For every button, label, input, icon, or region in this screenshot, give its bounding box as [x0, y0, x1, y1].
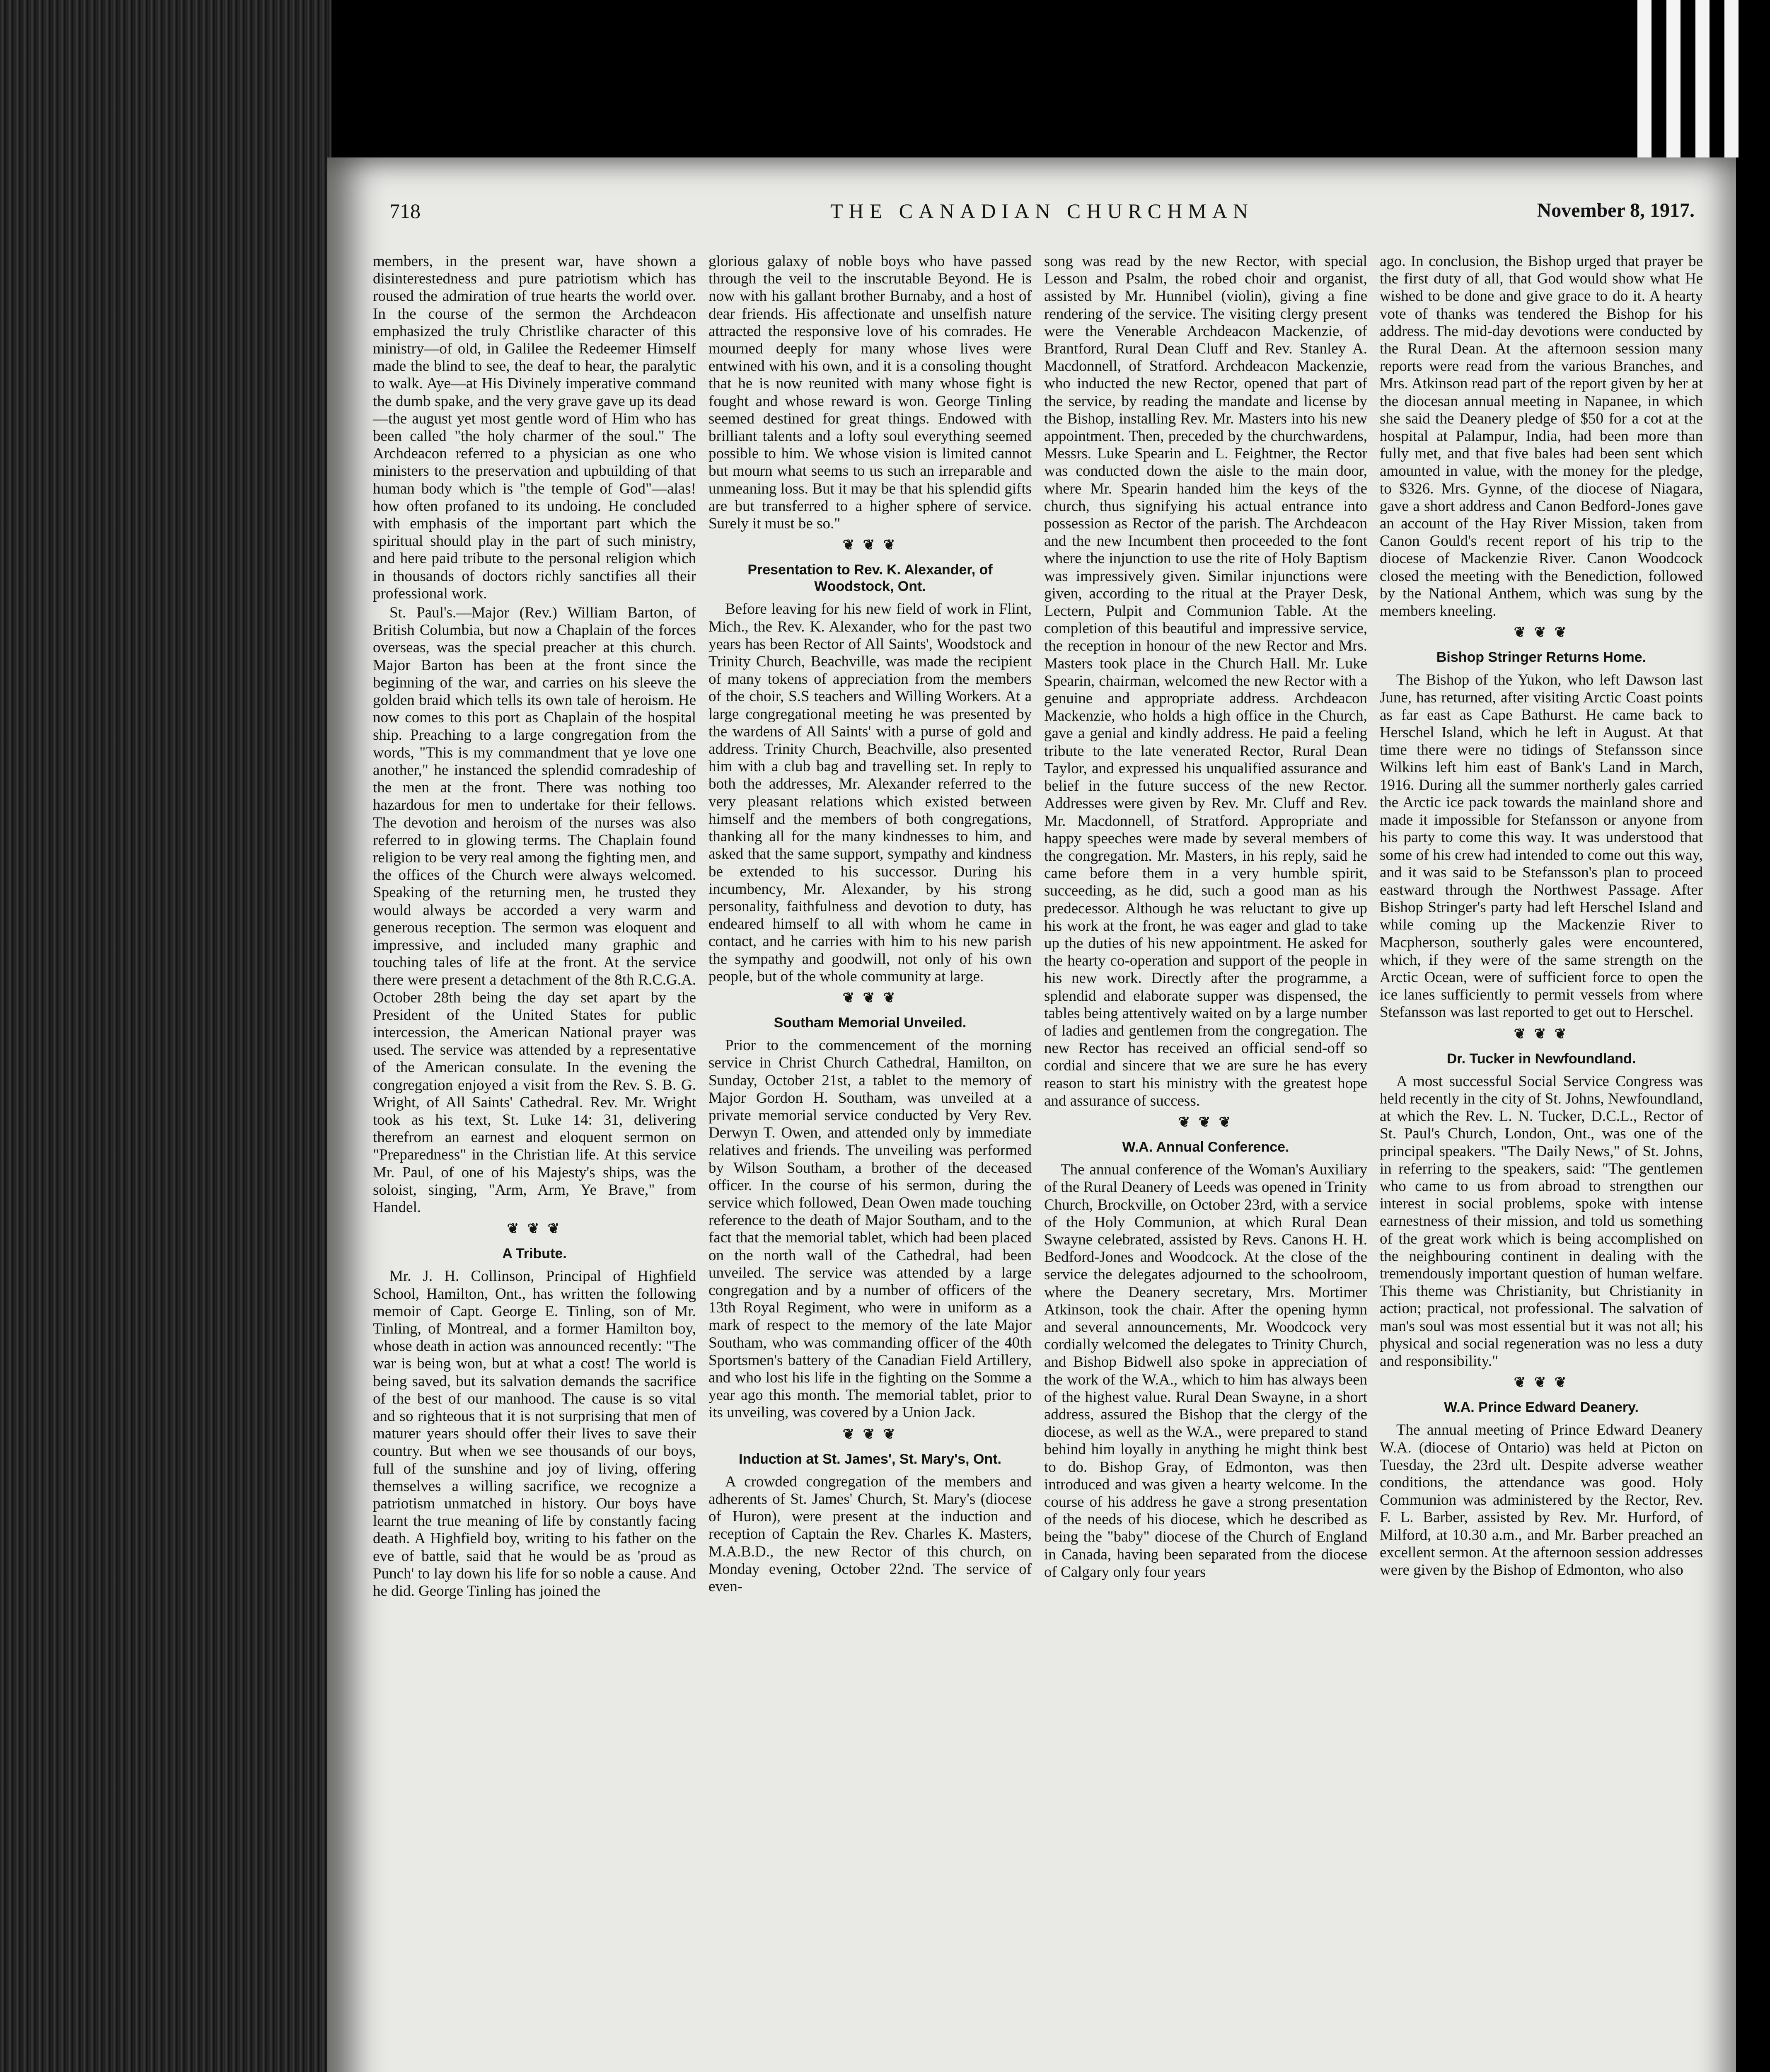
paragraph: The annual meeting of Prince Edward Deanery W.A. (diocese of Ontario) was held at Picton on Tuesday, the 23rd ult. Despite adverse weather conditions, the attendance was good. Holy Communion was administered by the Rector, Rev. F. L. Barber, assisted by Rev. Mr. Hurford, of Milford, at 10.30 a.m., and Mr. Barber preached an excellent sermon. At the afternoon session addresses were given by the Bishop of Edmonton, who also	[1380, 1421, 1703, 1579]
newspaper-page	[327, 157, 1736, 2072]
article-heading: Induction at St. James', St. Mary's, Ont.	[739, 1451, 1001, 1467]
paragraph: song was read by the new Rector, with special Lesson and Psalm, the robed choir and organist, assisted by Mr. Hunnibel (violin), giving a fine rendering of the service. The visiting clergy present were the Venerable Archdeacon Mackenzie, of Brantford, Rural Dean Cluff and Rev. Stanley A. Macdonnell, of Stratford. Archdeacon Mackenzie, who inducted the new Rector, opened that part of the service, by reading the mandate and license by the Bishop, installing Rev. Mr. Masters into his new appointment. Then, preceded by the churchwardens, Messrs. Luke Spearin and L. Feightner, the Rector was conducted down the aisle to the main door, where Mr. Spearin handed him the keys of the church, thus signifying his actual entrance into possession as Rector of the parish. The Archdeacon and the new Incumbent then proceeded to the font where the injunction to use the rite of Holy Baptism was impressively given. Similar injunctions were given, according to the ritual at the Prayer Desk, Lectern, Pulpit and Communion Table. At the completion of this beautiful and impressive service, the reception in honour of the new Rector and Mrs. Masters took place in the Church Hall. Mr. Luke Spearin, chairman, welcomed the new Rector with a genuine and appropriate address. Archdeacon Mackenzie, who holds a high office in the Church, gave a genial and kindly address. He paid a feeling tribute to the late venerated Rector, Rural Dean Taylor, and expressed his unqualified assurance and belief in the future success of the new Rector. Addresses were given by Rev. Mr. Cluff and Rev. Mr. Macdonnell, of Stratford. Appropriate and happy speeches were made by several members of the congregation. Mr. Masters, in his reply, said he came before them in a very humble spirit, succeeding, as he did, such a good man as his predecessor. Although he was reluctant to give up his work at the front, he was eager and glad to take up the duties of his new appointment. He asked for the hearty co-operation and support of the people in his new work. Directly after the programme, a splendid and elaborate supper was dispensed, the tables being attentively waited on by a large number of ladies and gentlemen from the congregation. The new Rector has received an official send-off so cordial and sincere that we are sure he has every reason to start his ministry with the greatest hope and assurance of success.	[1044, 253, 1367, 1109]
paragraph: members, in the present war, have shown a disinterestedness and pure patriotism which has roused the admiration of true hearts the world over. In the course of the sermon the Archdeacon emphasized the truly Christlike character of this ministry—of old, in Galilee the Redeemer Himself made the blind to see, the deaf to hear, the paralytic to walk. Aye—at His Divinely imperative command the dumb spake, and the very grave gave up its dead—the august yet most gentle word of Him who has been called "the holy charmer of the soul." The Archdeacon referred to a physician as one who ministers to the preservation and upbuilding of that human body which is "the temple of God"—alas! how often profaned to its undoing. He concluded with emphasis of the important part which the spiritual should play in the part of such ministry, and here paid tribute to the personal religion which in thousands of doctors richly sanctifies all their professional work.	[373, 253, 696, 602]
book-page-edges	[0, 0, 331, 2072]
paragraph: The annual conference of the Woman's Auxiliary of the Rural Deanery of Leeds was opened in Trinity Church, Brockville, on October 23rd, with a service of the Holy Communion, at which Rural Dean Swayne celebrated, assisted by Revs. Canons H. H. Bedford-Jones and Woodcock. At the close of the service the delegates adjourned to the schoolroom, where the Deanery secretary, Mrs. Mortimer Atkinson, took the chair. After the opening hymn and several announcements, Mr. Woodcock very cordially welcomed the delegates to Trinity Church, and Bishop Bidwell also spoke in appreciation of the work of the W.A., which to him has always been of the highest value. Rural Dean Swayne, in a short address, assured the Bishop that the clergy of the diocese, as well as the W.A., were prepared to stand behind him loyally in anything he might think best to do. Bishop Gray, of Edmonton, was then introduced and was given a hearty welcome. In the course of his address he gave a strong presentation of the needs of his diocese, which he described as being the "baby" diocese of the Church of England in Canada, having been separated from the diocese of Calgary only four years	[1044, 1161, 1367, 1581]
section-ornament: ❦ ❦ ❦	[842, 1426, 898, 1442]
paragraph: The Bishop of the Yukon, who left Dawson last June, has returned, after visiting Arctic Coast points as far east as Cape Bathurst. He came back to Herschel Island, which he left in August. At that time there were no tidings of Stefansson since Wilkins left him east of Bank's Land in March, 1916. During all the summer northerly gales carried the Arctic ice pack towards the mainland shore and made it impossible for Stefansson or anyone from his party to come this way. It was understood that some of his crew had intended to come out this way, and it was said to be Stefansson's plan to proceed eastward through the Northwest Passage. After Bishop Stringer's party had left Herschel Island and while coming up the Mackenzie River to Macpherson, southerly gales were encountered, which, if they were of the same strength on the Arctic Ocean, were of sufficient force to open the ice lanes sufficiently to permit vessels from where Stefansson was last reported to get out to Herschel.	[1380, 671, 1703, 1021]
paragraph: Prior to the commencement of the morning service in Christ Church Cathedral, Hamilton, on Sunday, October 21st, a tablet to the memory of Major Gordon H. Southam, was unveiled at a private memorial service conducted by Very Rev. Derwyn T. Owen, and attended only by immediate relatives and friends. The unveiling was performed by Wilson Southam, a brother of the deceased officer. In the course of his sermon, during the service which followed, Dean Owen made touching reference to the death of Major Southam, and to the fact that the memorial tablet, which had been placed on the north wall of the Cathedral, had been unveiled. The service was attended by a large congregation and by a number of officers of the 13th Royal Regiment, who were in uniform as a mark of respect to the memory of the late Major Southam, who was commanding officer of the 40th Sportsmen's battery of the Canadian Field Artillery, and who lost his life in the fighting on the Somme a year ago this month. The memorial tablet, prior to its unveiling, was covered by a Union Jack.	[708, 1037, 1032, 1421]
column-1	[373, 253, 696, 1602]
film-edge-marks-top	[1637, 0, 1753, 157]
article-heading: A Tribute.	[502, 1246, 567, 1262]
paragraph: glorious galaxy of noble boys who have passed through the veil to the inscrutable Beyond. He is now with his gallant brother Burnaby, and a host of dear friends. His affectionate and unselfish nature attracted the responsive love of his comrades. He mourned deeply for many whose lives were entwined with his own, and it is a consoling thought that he is now reunited with many whose fight is fought and whose reward is won. George Tinling seemed destined for great things. Endowed with brilliant talents and a lofty soul everything seemed possible to him. We whose vision is limited cannot but mourn what seems to us such an irreparable and unmeaning loss. But it may be that his splendid gifts are but transferred to a higher sphere of service. Surely it must be so."	[708, 253, 1032, 533]
masthead: THE CANADIAN CHURCHMAN	[830, 199, 1254, 223]
paragraph: A crowded congregation of the members and adherents of St. James' Church, St. Mary's (diocese of Huron), were present at the induction and reception of Captain the Rev. Charles K. Masters, M.A.B.D., the new Rector of this church, on Monday evening, October 22nd. The service of even-	[708, 1473, 1032, 1595]
column-4	[1380, 253, 1703, 1581]
article-heading: Bishop Stringer Returns Home.	[1436, 649, 1647, 666]
page-number: 718	[389, 199, 421, 223]
article-heading: Presentation to Rev. K. Alexander, of Woodstock, Ont.	[747, 562, 993, 595]
column-3	[1044, 253, 1367, 1583]
column-2	[708, 253, 1032, 1597]
paragraph: Mr. J. H. Collinson, Principal of Highfield School, Hamilton, Ont., has written the following memoir of Capt. George E. Tinling, son of Mr. Tinling, of Montreal, and a former Hamilton boy, whose death in action was announced recently: "The war is being won, but at what a cost! The world is being saved, but its salvation demands the sacrifice of the best of our manhood. The cause is so vital and so righteous that it is not surprising that men of maturer years should offer their lives to save their country. But when we see thousands of our boys, full of the sunshine and joy of living, offering themselves a willing sacrifice, we recognize a patriotism unmatched in history. Our boys have learnt the true meaning of life by constantly facing death. A Highfield boy, writing to his father on the eve of battle, said that he would be as 'proud as Punch' to lay down his life for so noble a cause. And he did. George Tinling has joined the	[373, 1268, 696, 1600]
section-ornament: ❦ ❦ ❦	[1514, 1026, 1569, 1042]
section-ornament: ❦ ❦ ❦	[1178, 1114, 1233, 1130]
paragraph: A most successful Social Service Congress was held recently in the city of St. Johns, Newfoundland, at which the Rev. L. N. Tucker, D.C.L., Rector of St. Paul's Church, London, Ont., was one of the principal speakers. "The Daily News," of St. Johns, in referring to the speakers, said: "The gentlemen who came to us from abroad to strengthen our interest in social problems, spoke with intense earnestness of their mission, and told us something of the great work which is being accomplished on the neighbouring continent in dealing with the tremendously important question of human welfare. This theme was Christianity, but Christianity in action; practical, not professional. The salvation of man's soul was most essential but it was not all; his physical and social regeneration was no less a duty and responsibility."	[1380, 1072, 1703, 1370]
paragraph: ago. In conclusion, the Bishop urged that prayer be the first duty of all, that God would show what He wished to be done and give grace to do it. A hearty vote of thanks was tendered the Bishop for his address. The mid-day devotions were conducted by the Rural Dean. At the afternoon session many reports were read from the various Branches, and Mrs. Atkinson read part of the report given by her at the diocesan annual meeting in Napanee, in which she said the Deanery pledge of $50 for a cot at the hospital at Palampur, India, had been more than fully met, and that five bales had been sent which amounted in value, with the money for the pledge, to $326. Mrs. Gynne, of the diocese of Niagara, gave a short address and Canon Bedford-Jones gave an account of the Hay River Mission, taken from Canon Gould's recent report of his trip to the diocese of Mackenzie River. Canon Woodcock closed the meeting with the Benediction, followed by the National Anthem, which was sung by the members kneeling.	[1380, 253, 1703, 620]
article-heading: Dr. Tucker in Newfoundland.	[1446, 1051, 1636, 1067]
section-ornament: ❦ ❦ ❦	[507, 1221, 562, 1237]
page-header	[389, 199, 1695, 236]
section-ornament: ❦ ❦ ❦	[842, 537, 898, 553]
article-heading: Southam Memorial Unveiled.	[774, 1015, 967, 1031]
section-ornament: ❦ ❦ ❦	[1514, 1375, 1569, 1391]
article-heading: W.A. Annual Conference.	[1122, 1139, 1289, 1155]
issue-date: November 8, 1917.	[1537, 199, 1695, 221]
article-heading: W.A. Prince Edward Deanery.	[1444, 1399, 1639, 1416]
section-ornament: ❦ ❦ ❦	[842, 990, 898, 1006]
section-ornament: ❦ ❦ ❦	[1514, 625, 1569, 641]
paragraph: St. Paul's.—Major (Rev.) William Barton, of British Columbia, but now a Chaplain of the forces overseas, was the special preacher at this church. Major Barton has been at the front since the beginning of the war, and carries on his sleeve the golden braid which tells its own tale of heroism. He now comes to this port as Chaplain of the hospital ship. Preaching to a large congregation from the words, "This is my commandment that ye love one another," he instanced the splendid comradeship of the men at the front. There was nothing too hazardous for men to undertake for their fellows. The devotion and heroism of the nurses was also referred to in glowing terms. The Chaplain found religion to be very real among the fighting men, and the offices of the Church were always welcomed. Speaking of the returning men, he trusted they would always be accorded a very warm and generous reception. The sermon was eloquent and impressive, and included many graphic and touching tales of life at the front. At the service there were present a detachment of the 8th R.C.G.A. October 28th being the day set apart by the President of the United States for public intercession, the American National prayer was used. The service was attended by a representative of the American consulate. In the evening the congregation enjoyed a visit from the Rev. S. B. G. Wright, of All Saints' Cathedral. Rev. Mr. Wright took as his text, St. Luke 14: 31, delivering therefrom an earnest and eloquent sermon on "Preparedness" in the Christian life. At this service Mr. Paul, of one of his Majesty's ships, was the soloist, singing, "Arm, Arm, Ye Brave," from Handel.	[373, 604, 696, 1216]
paragraph: Before leaving for his new field of work in Flint, Mich., the Rev. K. Alexander, who for the past two years has been Rector of All Saints', Woodstock and Trinity Church, Beachville, was made the recipient of many tokens of appreciation from the members of the choir, S.S teachers and Willing Workers. At a large congregational meeting he was presented by the wardens of All Saints' with a purse of gold and address. Trinity Church, Beachville, also presented him with a club bag and travelling set. In reply to both the addresses, Mr. Alexander referred to the very pleasant relations which existed between himself and the members of both congregations, thanking all for the many kindnesses to him, and asked that the same support, sympathy and kindness be extended to his successor. During his incumbency, Mr. Alexander, by his strong personality, faithfulness and devotion to duty, has endeared himself to all with whom he came in contact, and he carries with him to his new parish the sympathy and goodwill, not only of his own people, but of the whole community at large.	[708, 600, 1032, 985]
